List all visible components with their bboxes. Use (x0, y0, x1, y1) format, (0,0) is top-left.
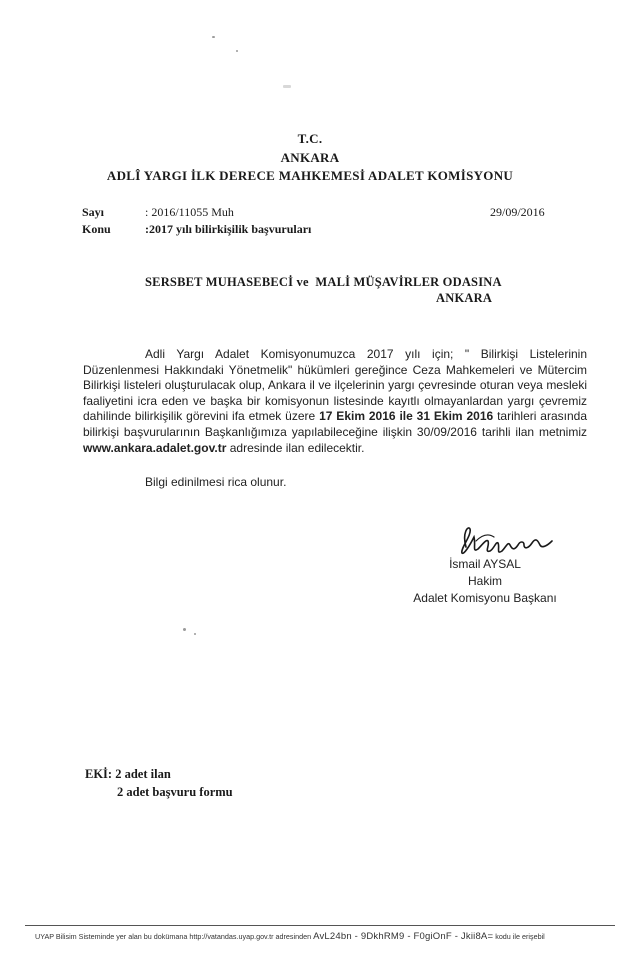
konu-label: Konu (82, 222, 111, 236)
addressee-name: SERSBET MUHASEBECİ ve MALİ MÜŞAVİRLER ODASINA (145, 275, 502, 289)
footer-suffix: kodu ile erişebil (495, 932, 545, 941)
footer-verification (35, 931, 615, 942)
body-text-part1: Adli Yargı Adalet Komisyonumuzca 2017 yılı için; " Bilirkişi Listelerinin Düzenlenmesi Hakkındaki Yönetmelik" hükümleri gereğince Ceza Mahkemeleri ve Mütercim Bilirkişi listeleri oluşturulacak olup, Ankara il ve ilçelerinin yargı çevresinde oturan veya mesleki faaliyetini icra eden ve başka bir komisyonun listesinde kayıtlı olmayanlardan yargı çevremiz dahilinde bilirkişilik görevini ifa etmek üzere (83, 347, 587, 424)
closing-paragraph (83, 475, 587, 491)
scan-speck (283, 85, 291, 88)
scan-speck (194, 633, 196, 635)
sayi-value: : 2016/11055 Muh (145, 205, 234, 219)
attachments-line1: EKİ: 2 adet ilan (85, 767, 171, 781)
signatory-title: Hakim (467, 574, 502, 588)
handwritten-signature (452, 515, 572, 563)
body-paragraph (83, 347, 587, 456)
body-text-part2: tarihleri arasında bilirkişi başvurularının Başkanlığımıza yapılabileceğine ilişkin 30/09/2016 tarihli ilan metnimiz (83, 409, 588, 439)
document-date: 29/09/2016 (490, 205, 545, 219)
header-institution: ADLÎ YARGI İLK DERECE MAHKEMESİ ADALET KOMİSYONU (106, 168, 514, 183)
konu-value: :2017 yılı bilirkişilik başvuruları (145, 222, 312, 236)
scan-speck (212, 36, 215, 38)
addressee-city: ANKARA (436, 291, 493, 305)
signatory-name: İsmail AYSAL (449, 557, 521, 571)
attachments-line2: 2 adet başvuru formu (117, 785, 233, 799)
website-address: www.ankara.adalet.gov.tr (83, 440, 227, 455)
closing-text: Bilgi edinilmesi rica olunur. (145, 475, 287, 489)
verification-code: AvL24bn - 9DkhRM9 - F0giOnF - Jkii8A= (313, 931, 494, 942)
sayi-label: Sayı (82, 205, 105, 219)
header-tc: T.C. (297, 131, 323, 146)
signatory-position: Adalet Komisyonu Başkanı (413, 591, 557, 605)
footer-rule (25, 925, 615, 926)
body-text-part3: adresinde ilan edilecektir. (226, 440, 365, 455)
scan-speck (236, 50, 238, 52)
header-city: ANKARA (280, 150, 340, 165)
footer-text: UYAP Bilisim Sisteminde yer alan bu dokümana http://vatandas.uyap.gov.tr adresinden (35, 932, 312, 941)
scan-speck (183, 628, 186, 631)
application-date-range: 17 Ekim 2016 ile 31 Ekim 2016 (319, 409, 494, 424)
